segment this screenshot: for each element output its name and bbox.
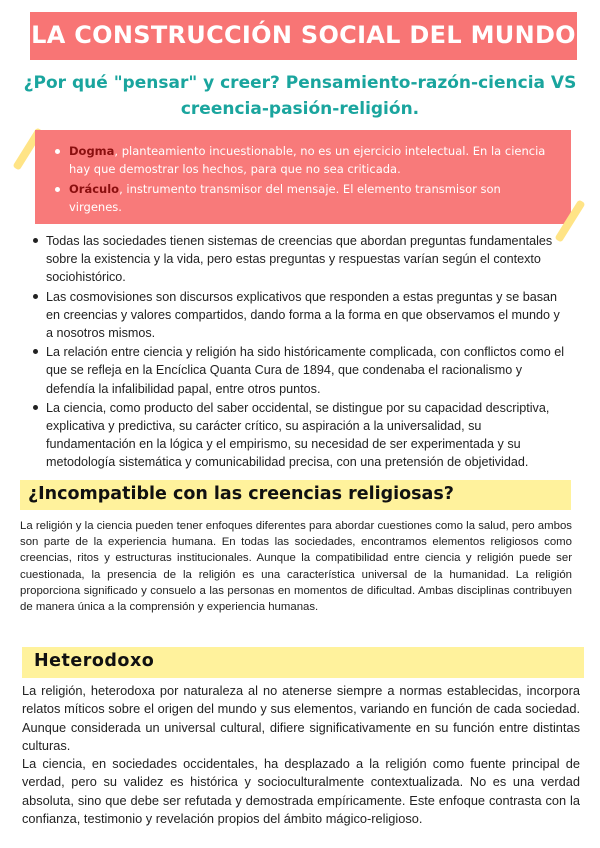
list-item: La ciencia, como producto del saber occidental, se distingue por su capacidad descriptiva, explicativa y predictiva, su carácter crítico, su aspiración a la universalidad, su fundamentación en la lógica y el empirismo, su necesidad de ser experimentada y su metodología sistemática y comunicabilidad precisa, con una pretensión de objetividad. <box>46 399 566 472</box>
definition-item <box>69 180 557 216</box>
definition-text: , instrumento transmisor del mensaje. El elemento transmisor son virgenes. <box>69 182 501 214</box>
section-heading: ¿Incompatible con las creencias religiosas? <box>28 484 454 504</box>
definitions-box <box>35 130 571 224</box>
section-paragraph: La religión, heterodoxa por naturaleza al no atenerse siempre a normas establecidas, incorpora relatos míticos sobre el origen del mundo y sus elementos, variando en función de cada sociedad. Aunque considerada un universal cultural, difiere significativamente en su función entre distintas culturas. <box>22 683 580 753</box>
list-item: Todas las sociedades tienen sistemas de creencias que abordan preguntas fundamentales sobre la existencia y la vida, pero estas preguntas y respuestas varían según el contexto sociohistórico. <box>46 232 566 287</box>
section-paragraph: La religión y la ciencia pueden tener enfoques diferentes para abordar cuestiones como la salud, pero ambos son parte de la experiencia humana. En todas las sociedades, encontramos elementos religiosos como creencias, ritos y estructuras institucionales. Aunque la compatibilidad entre ciencia y religión puede ser cuestionada, la presencia de la religión es una característica universal de la humanidad. La religión proporciona significado y consuelo a las personas en momentos de dificultad. Ambas disciplinas contribuyen de manera única a la comprensión y experiencia humanas. <box>20 520 572 614</box>
section-paragraph: La ciencia, en sociedades occidentales, ha desplazado a la religión como fuente principal de verdad, pero su validez es histórica y socioculturalmente contextualizada. No es una verdad absoluta, sino que debe ser refutada y demostrada empíricamente. Este enfoque contrasta con la confianza, testimonio y revelación propios del ámbito mágico-religioso. <box>22 756 580 826</box>
definition-term: Oráculo <box>69 182 120 196</box>
section-heading-banner <box>20 480 571 510</box>
title-banner <box>30 12 577 60</box>
section-heading: Heterodoxo <box>34 651 155 671</box>
list-item: La relación entre ciencia y religión ha sido históricamente complicada, con conflictos como el que se refleja en la Encíclica Quanta Cura de 1894, que condenaba el racionalismo y defendía la infalibilidad papal, entre otros puntos. <box>46 343 566 398</box>
definitions-list <box>69 142 557 218</box>
section-heading-banner <box>22 647 584 678</box>
definition-text: , planteamiento incuestionable, no es un ejercicio intelectual. En la ciencia hay que demostrar los hechos, para que no sea criticada. <box>69 144 546 176</box>
list-item: Las cosmovisiones son discursos explicativos que responden a estas preguntas y se basan en creencias y valores compartidos, dando forma a la forma en que observamos el mundo y a nosotros mismos. <box>46 288 566 343</box>
definition-term: Dogma <box>69 144 115 158</box>
page-subtitle: ¿Por qué "pensar" y creer? Pensamiento-razón-ciencia VS creencia-pasión-religión. <box>23 73 577 119</box>
page-title: LA CONSTRUCCIÓN SOCIAL DEL MUNDO <box>31 21 576 49</box>
definition-item <box>69 142 557 178</box>
bullet-list <box>46 232 566 473</box>
